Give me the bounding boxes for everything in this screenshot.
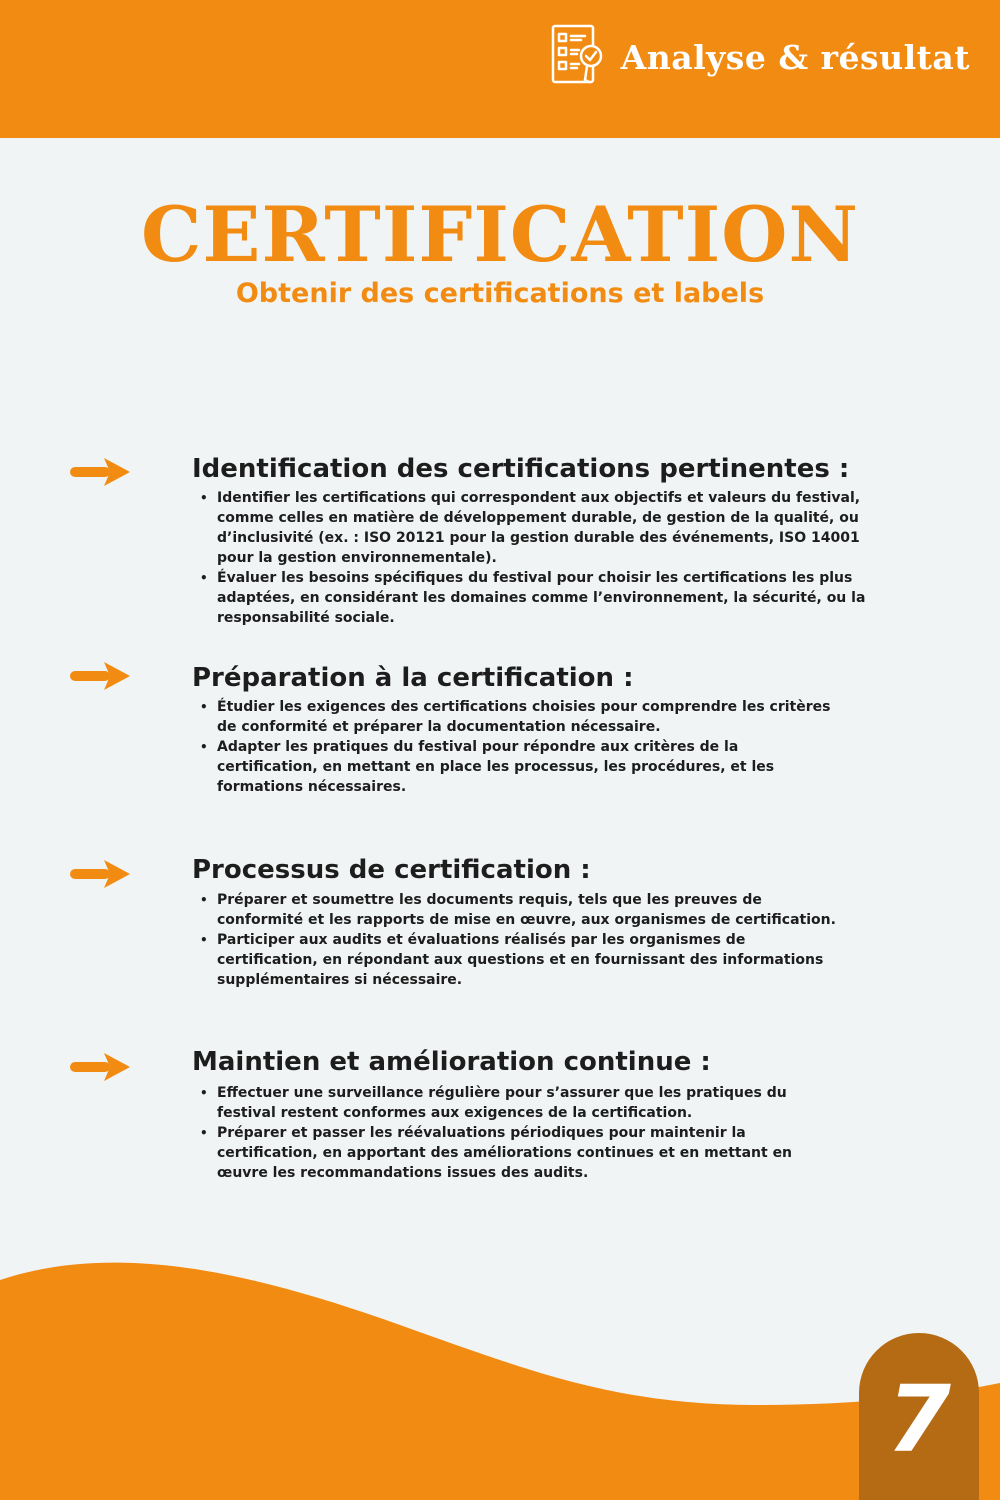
bullet-list — [200, 488, 900, 628]
arrow-right-icon — [68, 456, 132, 488]
section-heading: Préparation à la certification : — [192, 663, 634, 693]
list-item: • Préparer et passer les réévaluations périodiques pour maintenir la certification, en apportant des améliorations continues et en mettant en œuvre les recommandations issues des audits. — [200, 1123, 830, 1183]
list-item: • Identifier les certifications qui correspondent aux objectifs et valeurs du festival, comme celles en matière de développement durable, de gestion de la qualité, ou d’inclusivité (ex. : ISO 20121 pour la gestion durable des événements, ISO 14001 pour la gestion environnementale). — [200, 488, 900, 568]
header-title: Analyse & résultat — [620, 37, 970, 77]
list-item: • Évaluer les besoins spécifiques du festival pour choisir les certifications les plus adaptées, en considérant les domaines comme l’environnement, la sécurité, ou la responsabilité sociale. — [200, 568, 900, 628]
bullet-list — [200, 890, 840, 990]
section-heading: Maintien et amélioration continue : — [192, 1047, 711, 1077]
header-band — [0, 0, 1000, 138]
page-number: 7 — [886, 1366, 951, 1473]
checklist-search-icon — [549, 22, 609, 92]
list-item: • Étudier les exigences des certifications choisies pour comprendre les critères de conformité et préparer la documentation nécessaire. — [200, 697, 840, 737]
section-heading: Identification des certifications pertinentes : — [192, 454, 850, 484]
section-heading: Processus de certification : — [192, 855, 591, 885]
list-item: • Participer aux audits et évaluations réalisés par les organismes de certification, en répondant aux questions et en fournissant des informations supplémentaires si nécessaire. — [200, 930, 840, 990]
header-title-group — [549, 22, 970, 92]
bullet-list — [200, 1083, 830, 1183]
list-item: • Adapter les pratiques du festival pour répondre aux critères de la certification, en mettant en place les processus, les procédures, et les formations nécessaires. — [200, 737, 840, 797]
bullet-list — [200, 697, 840, 797]
arrow-right-icon — [68, 660, 132, 692]
list-item: • Effectuer une surveillance régulière pour s’assurer que les pratiques du festival restent conformes aux exigences de la certification. — [200, 1083, 830, 1123]
arrow-right-icon — [68, 858, 132, 890]
page-title: CERTIFICATION — [141, 190, 859, 279]
list-item: • Préparer et soumettre les documents requis, tels que les preuves de conformité et les rapports de mise en œuvre, aux organismes de certification. — [200, 890, 840, 930]
page-subtitle: Obtenir des certifications et labels — [235, 278, 765, 309]
arrow-right-icon — [68, 1051, 132, 1083]
footer-wave — [0, 1255, 1000, 1500]
